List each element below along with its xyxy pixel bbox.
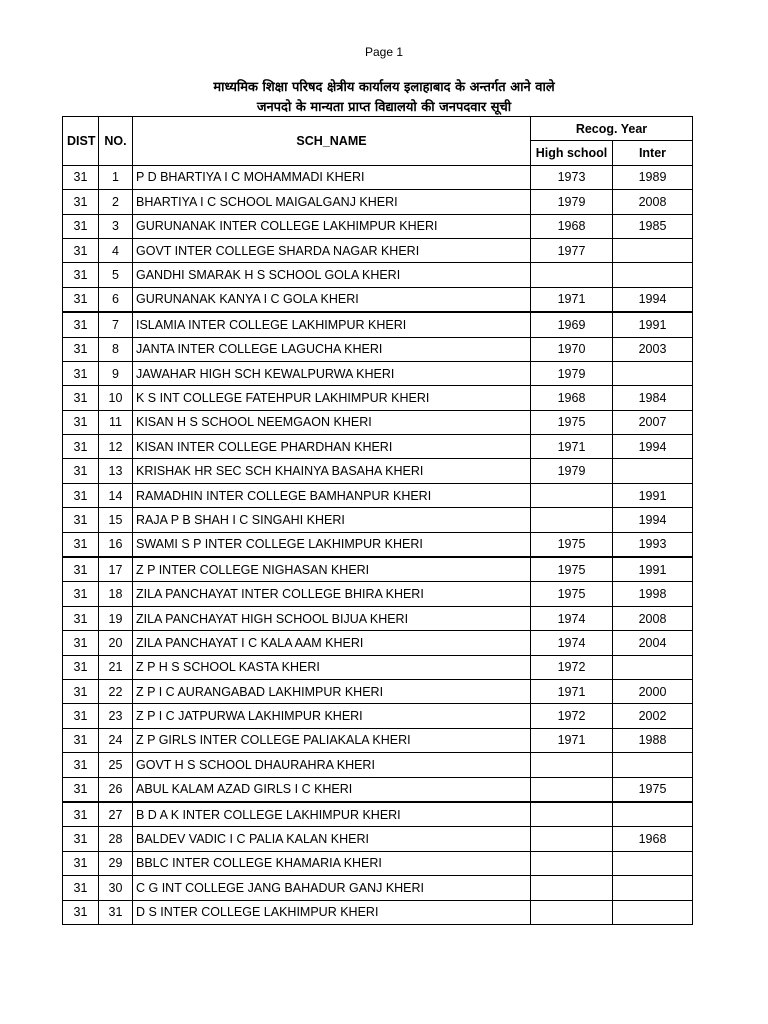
cell-school-name: KISAN INTER COLLEGE PHARDHAN KHERI bbox=[133, 435, 531, 459]
cell-school-name: Z P I C AURANGABAD LAKHIMPUR KHERI bbox=[133, 679, 531, 703]
cell-no: 6 bbox=[99, 287, 133, 312]
cell-no: 26 bbox=[99, 777, 133, 802]
cell-high-school-year bbox=[531, 777, 613, 802]
cell-dist: 31 bbox=[63, 214, 99, 238]
cell-no: 27 bbox=[99, 802, 133, 827]
cell-no: 9 bbox=[99, 361, 133, 385]
cell-school-name: C G INT COLLEGE JANG BAHADUR GANJ KHERI bbox=[133, 876, 531, 900]
cell-dist: 31 bbox=[63, 287, 99, 312]
table-row bbox=[63, 655, 693, 679]
cell-high-school-year: 1968 bbox=[531, 214, 613, 238]
cell-no: 22 bbox=[99, 679, 133, 703]
cell-no: 12 bbox=[99, 435, 133, 459]
cell-school-name: ZILA PANCHAYAT HIGH SCHOOL BIJUA KHERI bbox=[133, 606, 531, 630]
cell-inter-year: 1994 bbox=[613, 508, 693, 532]
cell-dist: 31 bbox=[63, 777, 99, 802]
cell-inter-year: 1991 bbox=[613, 557, 693, 582]
header-row-top bbox=[63, 117, 693, 141]
cell-inter-year: 1991 bbox=[613, 483, 693, 507]
cell-high-school-year bbox=[531, 508, 613, 532]
cell-dist: 31 bbox=[63, 165, 99, 189]
cell-high-school-year: 1979 bbox=[531, 459, 613, 483]
cell-inter-year bbox=[613, 263, 693, 287]
cell-school-name: Z P GIRLS INTER COLLEGE PALIAKALA KHERI bbox=[133, 728, 531, 752]
cell-no: 3 bbox=[99, 214, 133, 238]
cell-inter-year bbox=[613, 238, 693, 262]
cell-high-school-year: 1969 bbox=[531, 312, 613, 337]
cell-dist: 31 bbox=[63, 361, 99, 385]
cell-no: 29 bbox=[99, 851, 133, 875]
cell-inter-year bbox=[613, 655, 693, 679]
table-row bbox=[63, 582, 693, 606]
cell-inter-year: 1989 bbox=[613, 165, 693, 189]
table-row bbox=[63, 679, 693, 703]
cell-school-name: GURUNANAK KANYA I C GOLA KHERI bbox=[133, 287, 531, 312]
cell-dist: 31 bbox=[63, 532, 99, 557]
cell-high-school-year: 1972 bbox=[531, 704, 613, 728]
cell-no: 19 bbox=[99, 606, 133, 630]
cell-high-school-year: 1971 bbox=[531, 728, 613, 752]
table-row bbox=[63, 337, 693, 361]
cell-school-name: GOVT H S SCHOOL DHAURAHRA KHERI bbox=[133, 753, 531, 777]
cell-inter-year bbox=[613, 851, 693, 875]
cell-high-school-year bbox=[531, 263, 613, 287]
cell-school-name: ZILA PANCHAYAT I C KALA AAM KHERI bbox=[133, 631, 531, 655]
cell-no: 15 bbox=[99, 508, 133, 532]
table-row bbox=[63, 435, 693, 459]
table-row bbox=[63, 876, 693, 900]
cell-school-name: GANDHI SMARAK H S SCHOOL GOLA KHERI bbox=[133, 263, 531, 287]
cell-inter-year: 2002 bbox=[613, 704, 693, 728]
cell-inter-year bbox=[613, 876, 693, 900]
table-row bbox=[63, 631, 693, 655]
cell-dist: 31 bbox=[63, 802, 99, 827]
cell-inter-year: 2008 bbox=[613, 190, 693, 214]
cell-school-name: BHARTIYA I C SCHOOL MAIGALGANJ KHERI bbox=[133, 190, 531, 214]
cell-inter-year: 1998 bbox=[613, 582, 693, 606]
cell-dist: 31 bbox=[63, 508, 99, 532]
table-row bbox=[63, 728, 693, 752]
cell-dist: 31 bbox=[63, 557, 99, 582]
cell-no: 16 bbox=[99, 532, 133, 557]
cell-dist: 31 bbox=[63, 483, 99, 507]
table-row bbox=[63, 386, 693, 410]
cell-school-name: KRISHAK HR SEC SCH KHAINYA BASAHA KHERI bbox=[133, 459, 531, 483]
cell-school-name: Z P INTER COLLEGE NIGHASAN KHERI bbox=[133, 557, 531, 582]
header-inter: Inter bbox=[613, 141, 693, 165]
cell-high-school-year bbox=[531, 851, 613, 875]
cell-school-name: P D BHARTIYA I C MOHAMMADI KHERI bbox=[133, 165, 531, 189]
cell-inter-year: 2008 bbox=[613, 606, 693, 630]
table-row bbox=[63, 827, 693, 851]
table-row bbox=[63, 508, 693, 532]
cell-dist: 31 bbox=[63, 238, 99, 262]
cell-no: 20 bbox=[99, 631, 133, 655]
cell-school-name: BALDEV VADIC I C PALIA KALAN KHERI bbox=[133, 827, 531, 851]
cell-high-school-year: 1975 bbox=[531, 582, 613, 606]
header-dist: DIST bbox=[63, 117, 99, 166]
cell-no: 30 bbox=[99, 876, 133, 900]
cell-dist: 31 bbox=[63, 851, 99, 875]
cell-school-name: GURUNANAK INTER COLLEGE LAKHIMPUR KHERI bbox=[133, 214, 531, 238]
cell-inter-year bbox=[613, 900, 693, 924]
cell-dist: 31 bbox=[63, 582, 99, 606]
cell-school-name: SWAMI S P INTER COLLEGE LAKHIMPUR KHERI bbox=[133, 532, 531, 557]
cell-inter-year: 2000 bbox=[613, 679, 693, 703]
cell-dist: 31 bbox=[63, 728, 99, 752]
cell-school-name: Z P I C JATPURWA LAKHIMPUR KHERI bbox=[133, 704, 531, 728]
page-label: Page 1 bbox=[364, 45, 404, 59]
cell-high-school-year bbox=[531, 753, 613, 777]
cell-high-school-year bbox=[531, 900, 613, 924]
table-row bbox=[63, 802, 693, 827]
cell-no: 17 bbox=[99, 557, 133, 582]
cell-school-name: JANTA INTER COLLEGE LAGUCHA KHERI bbox=[133, 337, 531, 361]
table-row bbox=[63, 704, 693, 728]
header-recog-year: Recog. Year bbox=[531, 117, 693, 141]
header-high-school: High school bbox=[531, 141, 613, 165]
cell-dist: 31 bbox=[63, 679, 99, 703]
cell-dist: 31 bbox=[63, 631, 99, 655]
cell-high-school-year: 1970 bbox=[531, 337, 613, 361]
cell-school-name: ISLAMIA INTER COLLEGE LAKHIMPUR KHERI bbox=[133, 312, 531, 337]
cell-high-school-year: 1973 bbox=[531, 165, 613, 189]
cell-dist: 31 bbox=[63, 190, 99, 214]
table-row bbox=[63, 532, 693, 557]
cell-inter-year: 1975 bbox=[613, 777, 693, 802]
cell-high-school-year: 1977 bbox=[531, 238, 613, 262]
table-header bbox=[63, 117, 693, 166]
cell-inter-year bbox=[613, 459, 693, 483]
cell-inter-year bbox=[613, 802, 693, 827]
cell-dist: 31 bbox=[63, 263, 99, 287]
header-no: NO. bbox=[99, 117, 133, 166]
cell-inter-year: 1993 bbox=[613, 532, 693, 557]
cell-no: 23 bbox=[99, 704, 133, 728]
cell-no: 24 bbox=[99, 728, 133, 752]
table-row bbox=[63, 214, 693, 238]
cell-inter-year: 1968 bbox=[613, 827, 693, 851]
table-row bbox=[63, 410, 693, 434]
table-row bbox=[63, 263, 693, 287]
cell-dist: 31 bbox=[63, 337, 99, 361]
table-row bbox=[63, 361, 693, 385]
cell-dist: 31 bbox=[63, 312, 99, 337]
table-row bbox=[63, 312, 693, 337]
cell-inter-year: 1991 bbox=[613, 312, 693, 337]
table-row bbox=[63, 165, 693, 189]
cell-inter-year: 1985 bbox=[613, 214, 693, 238]
cell-high-school-year: 1974 bbox=[531, 631, 613, 655]
table-row bbox=[63, 483, 693, 507]
cell-inter-year: 1984 bbox=[613, 386, 693, 410]
table-row bbox=[63, 238, 693, 262]
cell-school-name: RAJA P B SHAH I C SINGAHI KHERI bbox=[133, 508, 531, 532]
cell-no: 1 bbox=[99, 165, 133, 189]
cell-no: 31 bbox=[99, 900, 133, 924]
cell-inter-year bbox=[613, 753, 693, 777]
cell-school-name: BBLC INTER COLLEGE KHAMARIA KHERI bbox=[133, 851, 531, 875]
cell-high-school-year: 1971 bbox=[531, 435, 613, 459]
cell-no: 21 bbox=[99, 655, 133, 679]
cell-school-name: ABUL KALAM AZAD GIRLS I C KHERI bbox=[133, 777, 531, 802]
cell-no: 7 bbox=[99, 312, 133, 337]
cell-inter-year bbox=[613, 361, 693, 385]
document-title-line-2: जनपदो के मान्यता प्राप्त विद्यालयो की जनपदवार सूची bbox=[256, 100, 512, 115]
cell-dist: 31 bbox=[63, 410, 99, 434]
cell-high-school-year: 1972 bbox=[531, 655, 613, 679]
cell-no: 5 bbox=[99, 263, 133, 287]
cell-no: 18 bbox=[99, 582, 133, 606]
cell-high-school-year bbox=[531, 827, 613, 851]
table-row bbox=[63, 753, 693, 777]
table-row bbox=[63, 777, 693, 802]
cell-dist: 31 bbox=[63, 827, 99, 851]
cell-school-name: KISAN H S SCHOOL NEEMGAON KHERI bbox=[133, 410, 531, 434]
cell-dist: 31 bbox=[63, 386, 99, 410]
table-row bbox=[63, 557, 693, 582]
table-row bbox=[63, 851, 693, 875]
cell-dist: 31 bbox=[63, 459, 99, 483]
cell-high-school-year: 1971 bbox=[531, 287, 613, 312]
table-row bbox=[63, 459, 693, 483]
cell-school-name: K S INT COLLEGE FATEHPUR LAKHIMPUR KHERI bbox=[133, 386, 531, 410]
cell-high-school-year: 1971 bbox=[531, 679, 613, 703]
cell-high-school-year: 1975 bbox=[531, 557, 613, 582]
cell-no: 14 bbox=[99, 483, 133, 507]
cell-inter-year: 2003 bbox=[613, 337, 693, 361]
cell-high-school-year: 1975 bbox=[531, 532, 613, 557]
cell-inter-year: 2004 bbox=[613, 631, 693, 655]
cell-dist: 31 bbox=[63, 876, 99, 900]
cell-inter-year: 1994 bbox=[613, 287, 693, 312]
cell-high-school-year bbox=[531, 802, 613, 827]
cell-high-school-year: 1979 bbox=[531, 361, 613, 385]
cell-no: 8 bbox=[99, 337, 133, 361]
table-row bbox=[63, 606, 693, 630]
cell-dist: 31 bbox=[63, 606, 99, 630]
cell-no: 11 bbox=[99, 410, 133, 434]
cell-high-school-year: 1968 bbox=[531, 386, 613, 410]
cell-dist: 31 bbox=[63, 655, 99, 679]
cell-school-name: Z P H S SCHOOL KASTA KHERI bbox=[133, 655, 531, 679]
cell-no: 10 bbox=[99, 386, 133, 410]
cell-school-name: RAMADHIN INTER COLLEGE BAMHANPUR KHERI bbox=[133, 483, 531, 507]
cell-no: 28 bbox=[99, 827, 133, 851]
cell-dist: 31 bbox=[63, 753, 99, 777]
school-recognition-table bbox=[62, 116, 693, 925]
table-row bbox=[63, 900, 693, 924]
table-row bbox=[63, 287, 693, 312]
cell-school-name: JAWAHAR HIGH SCH KEWALPURWA KHERI bbox=[133, 361, 531, 385]
cell-school-name: B D A K INTER COLLEGE LAKHIMPUR KHERI bbox=[133, 802, 531, 827]
cell-high-school-year: 1979 bbox=[531, 190, 613, 214]
cell-high-school-year bbox=[531, 483, 613, 507]
cell-school-name: GOVT INTER COLLEGE SHARDA NAGAR KHERI bbox=[133, 238, 531, 262]
document-title-line-1: माध्यमिक शिक्षा परिषद क्षेत्रीय कार्यालय इलाहाबाद के अन्तर्गत आने वाले bbox=[213, 80, 555, 95]
table-row bbox=[63, 190, 693, 214]
cell-school-name: ZILA PANCHAYAT INTER COLLEGE BHIRA KHERI bbox=[133, 582, 531, 606]
cell-dist: 31 bbox=[63, 435, 99, 459]
cell-dist: 31 bbox=[63, 704, 99, 728]
table-body bbox=[63, 165, 693, 924]
cell-high-school-year bbox=[531, 876, 613, 900]
cell-high-school-year: 1974 bbox=[531, 606, 613, 630]
cell-inter-year: 1988 bbox=[613, 728, 693, 752]
header-sch-name: SCH_NAME bbox=[133, 117, 531, 166]
cell-no: 4 bbox=[99, 238, 133, 262]
cell-no: 2 bbox=[99, 190, 133, 214]
cell-high-school-year: 1975 bbox=[531, 410, 613, 434]
cell-dist: 31 bbox=[63, 900, 99, 924]
cell-school-name: D S INTER COLLEGE LAKHIMPUR KHERI bbox=[133, 900, 531, 924]
cell-inter-year: 2007 bbox=[613, 410, 693, 434]
cell-no: 25 bbox=[99, 753, 133, 777]
cell-inter-year: 1994 bbox=[613, 435, 693, 459]
cell-no: 13 bbox=[99, 459, 133, 483]
